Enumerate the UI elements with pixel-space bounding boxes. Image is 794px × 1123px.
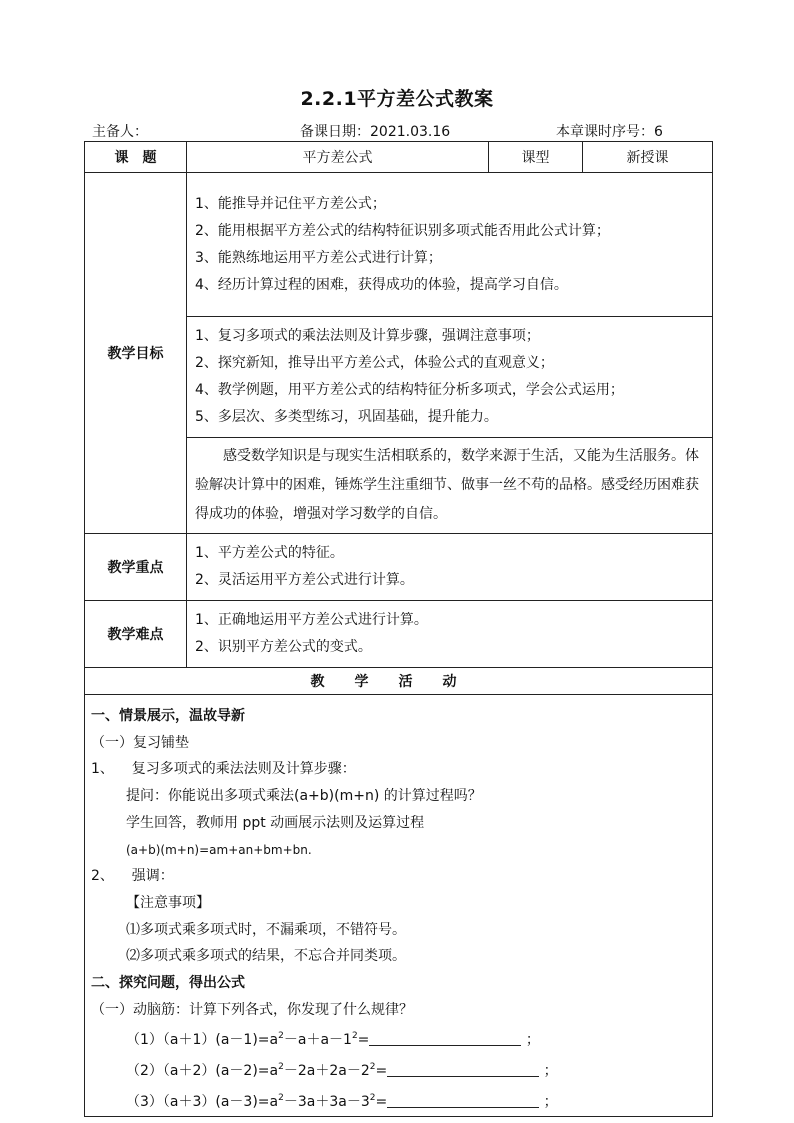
answer-blank (369, 1031, 521, 1046)
knowledge-objectives (187, 173, 713, 317)
activities-body (85, 695, 713, 1117)
difficulties-label: 教学难点 (85, 601, 187, 668)
objectives-label: 教学目标 (85, 173, 187, 534)
note-item: ⑵多项式乘多项式的结果，不忘合并同类项。 (126, 948, 406, 965)
answer-blank (387, 1062, 539, 1077)
review-item-2 (91, 863, 712, 890)
key-points (187, 534, 713, 601)
key-points-label: 教学重点 (85, 534, 187, 601)
exercise-line: $(2)(a+2)(a-2)=a^2-2a+2a-2^2=$ ； (126, 1062, 558, 1080)
review-item-1 (91, 756, 712, 783)
note-item: ⑴多项式乘多项式时，不漏乘项，不错符号。 (126, 921, 406, 938)
process-objectives (187, 317, 713, 438)
emotion-text: 感受数学知识是与现实生活相联系的，数学来源于生活，又能为生活服务。体验解决计算中的困难，锤炼学生注重细节、做事一丝不苟的品格。感受经历困难获得成功的体验，增强对学习数学的自信。 (195, 448, 699, 522)
emotion-objectives (187, 438, 713, 534)
activities-header: 教学活动 (85, 668, 713, 695)
key-point-item: 2、灵活运用平方差公式进行计算。 (195, 572, 414, 588)
page-title: 2.2.1平方差公式教案 (300, 88, 494, 110)
objective-item: 3、能熟练地运用平方差公式进行计算； (195, 249, 442, 266)
item-number: 2、 (91, 868, 114, 885)
objective-item: 4、经历计算过程的困难，获得成功的体验，提高学习自信。 (195, 276, 568, 293)
formula-line: (a+b)(m+n)=am+an+bm+bn. (126, 842, 312, 857)
lesson-serial: 本章课时序号：6 (556, 124, 663, 140)
difficulty-item: 1、正确地运用平方差公式进行计算。 (195, 612, 428, 628)
section-2-sub: （一）动脑筋：计算下列各式，你发现了什么规律？ (91, 1001, 413, 1018)
note-title: 【注意事项】 (126, 894, 210, 911)
objective-item: 2、能用根据平方差公式的结构特征识别多项式能否用此公式计算； (195, 222, 610, 239)
objective-item: 1、能推导并记住平方差公式； (195, 195, 386, 212)
answer-line: 学生回答，教师用 ppt 动画展示法则及运算过程 (126, 814, 425, 831)
difficulties (187, 601, 713, 668)
exercise-line: $(1)(a+1)(a-1)=a^2-a+a-1^2=$ ； (126, 1031, 540, 1049)
difficulty-item: 2、识别平方差公式的变式。 (195, 639, 372, 655)
exercise-line: $(3)(a+3)(a-3)=a^2-3a+3a-3^2=$ ； (126, 1092, 558, 1110)
item-text: 强调： (131, 868, 174, 885)
section-1-title: 一、情景展示，温故导新 (91, 708, 245, 724)
type-value: 新授课 (583, 142, 713, 173)
question-line: 提问：你能说出多项式乘法(a+b)(m+n) 的计算过程吗？ (126, 788, 482, 805)
item-number: 1、 (91, 761, 114, 778)
type-label: 课型 (489, 142, 583, 173)
item-text: 复习多项式的乘法法则及计算步骤： (131, 761, 356, 778)
section-1-sub: （一）复习铺垫 (91, 734, 189, 751)
objective-item: 4、教学例题，用平方差公式的结构特征分析多项式，学会公式运用； (195, 382, 624, 398)
section-2-title: 二、探究问题，得出公式 (91, 975, 245, 992)
objective-item: 1、复习多项式的乘法法则及计算步骤，强调注意事项； (195, 328, 540, 344)
topic-value: 平方差公式 (187, 142, 489, 173)
key-point-item: 1、平方差公式的特征。 (195, 545, 344, 561)
objective-item: 2、探究新知，推导出平方差公式，体验公式的直观意义； (195, 355, 554, 371)
answer-blank (387, 1093, 539, 1108)
lesson-plan-table (84, 141, 713, 1117)
objective-item: 5、多层次、多类型练习，巩固基础，提升能力。 (195, 409, 498, 425)
preparer-label: 主备人： (92, 124, 148, 140)
prep-date: 备课日期：2021.03.16 (300, 124, 451, 140)
topic-label: 课 题 (85, 142, 187, 173)
